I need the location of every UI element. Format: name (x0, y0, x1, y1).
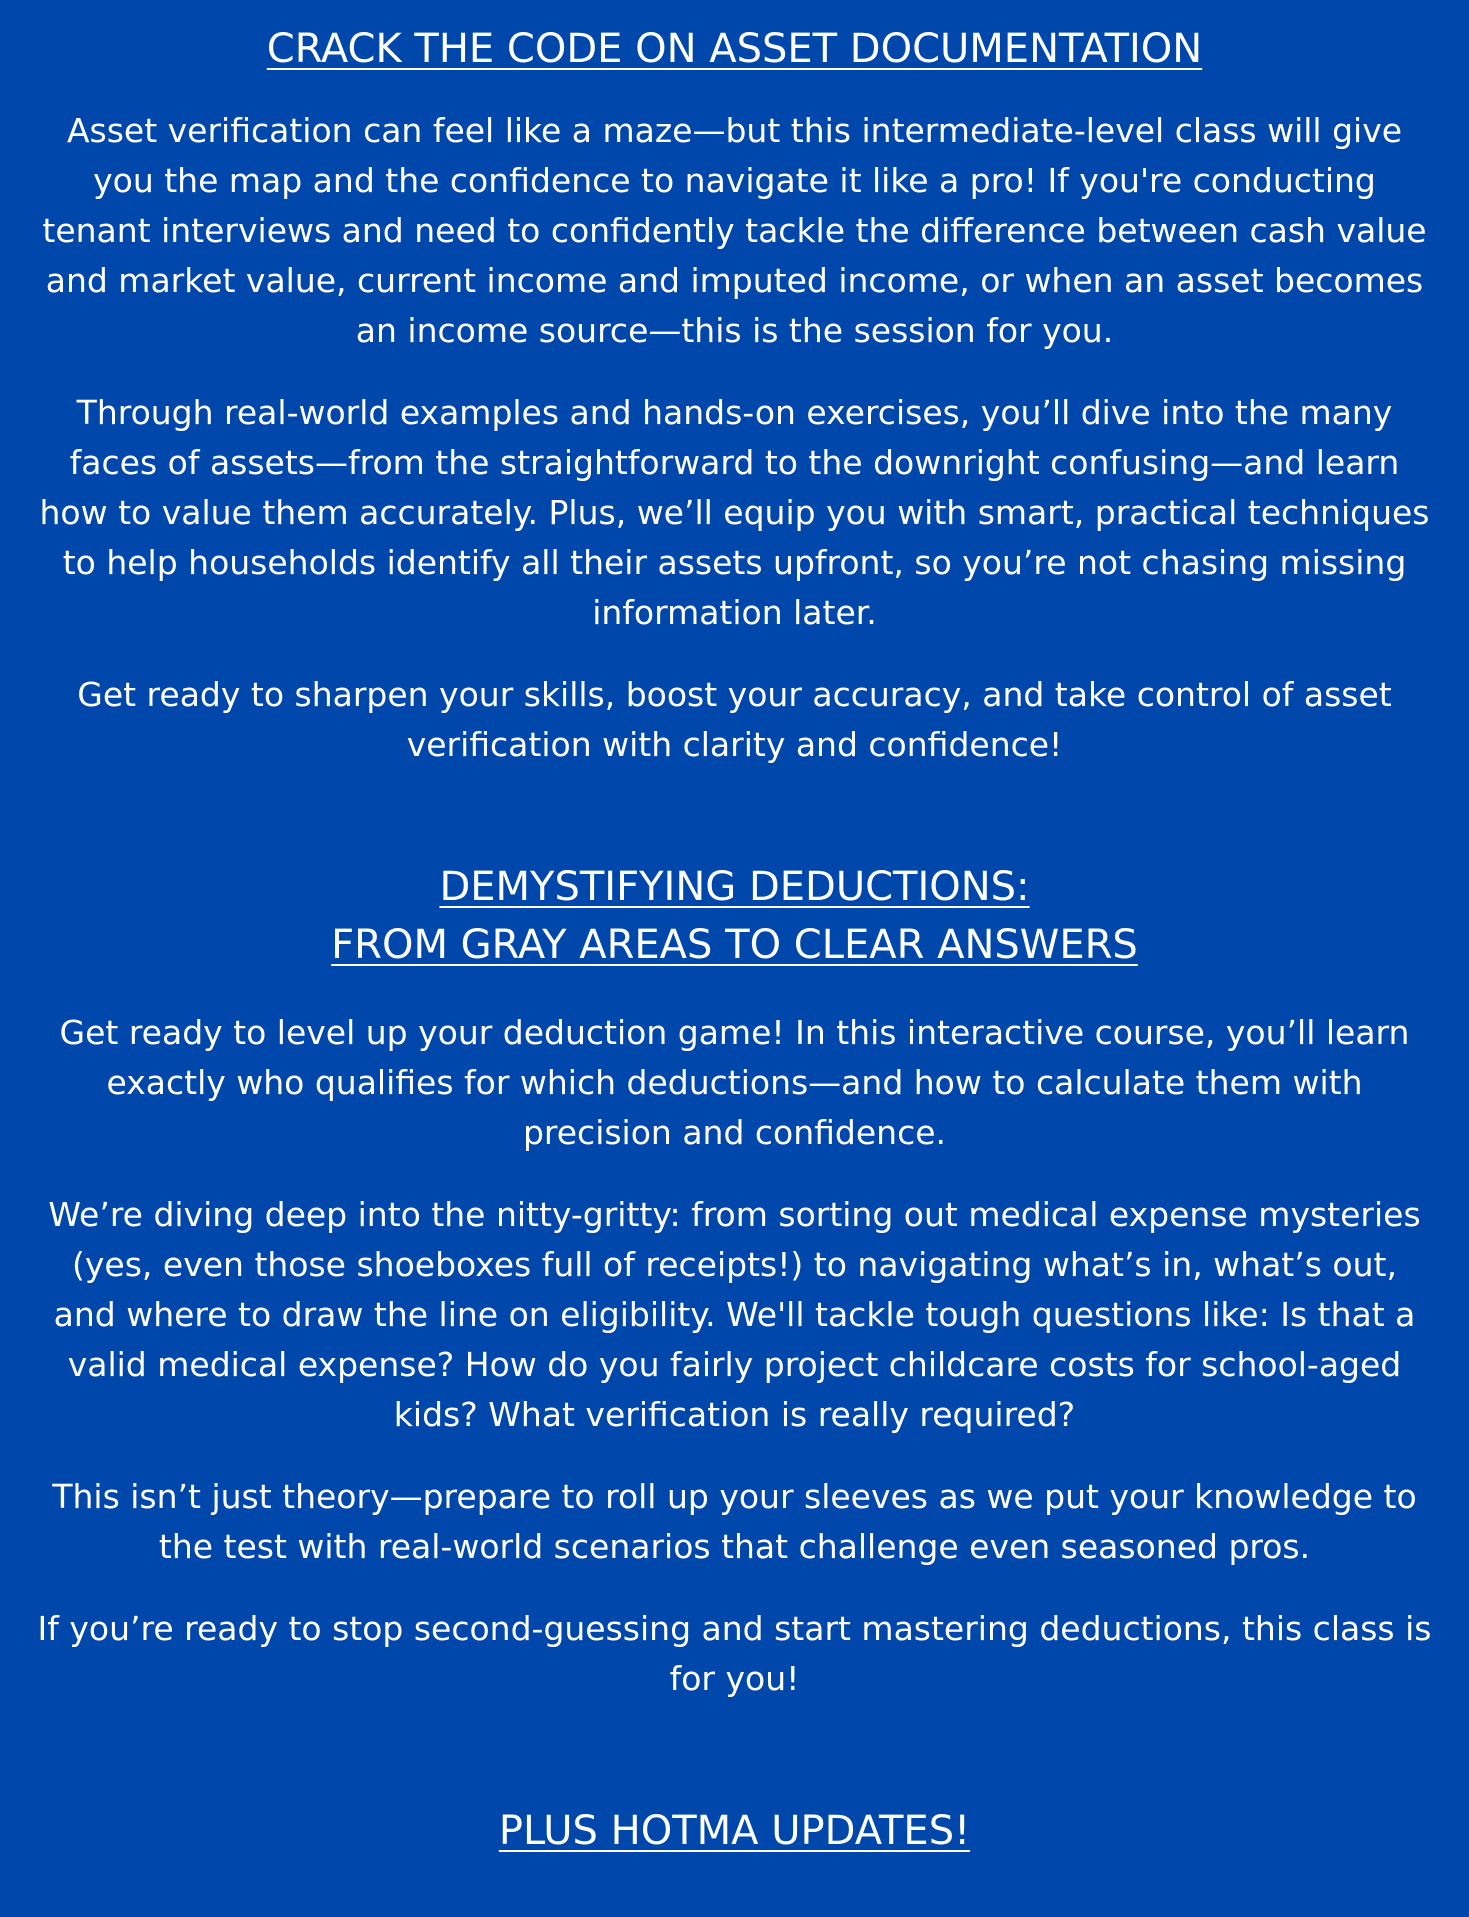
asset-examples-paragraph: Through real-world examples and hands-on exercises, you’ll dive into the many faces of assets—from the straightforward to the downright confusing—and learn how to value them accurately. Plus, we’ll equip you with smart, practical techniques to help households identify all their assets upfront, so you’re not chasing missing information later. (39, 393, 1430, 632)
deductions-title (36, 858, 1433, 974)
deductions-intro-paragraph: Get ready to level up your deduction game! In this interactive course, you’ll learn exactly who qualifies for which deductions—and how to calculate them with precision and confidence. (59, 1013, 1410, 1152)
asset-documentation-title: CRACK THE CODE ON ASSET DOCUMENTATION (266, 26, 1203, 72)
deductions-details-paragraph: We’re diving deep into the nitty-gritty: from sorting out medical expense mysteries (yes, even those shoeboxes full of receipts!) to navigating what’s in, what’s out, and where to draw the line on eligibility. We'll tackle tough questions like: Is that a valid medical expense? How do you fairly project childcare costs for school-aged kids? What verification is really required? (48, 1195, 1421, 1434)
hotma-updates-title: PLUS HOTMA UPDATES! (498, 1808, 971, 1854)
asset-documentation-section (36, 20, 1433, 770)
deductions-section (36, 858, 1433, 1704)
asset-intro-paragraph: Asset verification can feel like a maze—but this intermediate-level class will give you the map and the confidence to navigate it like a pro! If you're conducting tenant interviews and need to confidently tackle the difference between cash value and market value, current income and imputed income, or when an asset becomes an income source—this is the session for you. (42, 111, 1427, 350)
deductions-title-line-2: FROM GRAY AREAS TO CLEAR ANSWERS (331, 922, 1138, 968)
deductions-practice-paragraph: This isn’t just theory—prepare to roll up your sleeves as we put your knowledge to the test with real-world scenarios that challenge even seasoned pros. (52, 1477, 1417, 1566)
asset-closing-paragraph: Get ready to sharpen your skills, boost your accuracy, and take control of asset verification with clarity and confidence! (77, 675, 1392, 764)
deductions-closing-paragraph: If you’re ready to stop second-guessing and start mastering deductions, this class is for you! (37, 1609, 1432, 1698)
deductions-title-line-1: DEMYSTIFYING DEDUCTIONS: (439, 864, 1030, 910)
hotma-updates-section (36, 1802, 1433, 1860)
